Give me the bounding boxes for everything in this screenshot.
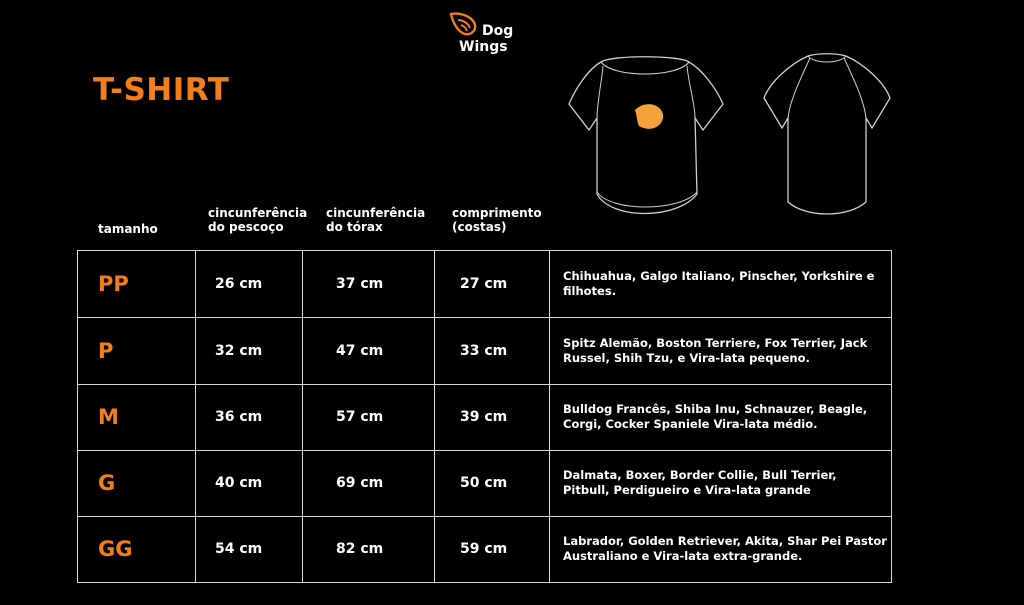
neck-value: 54 cm [215, 541, 263, 557]
chest-value: 47 cm [336, 343, 384, 359]
breeds-text: Chihuahua, Galgo Italiano, Pinscher, Yorkshire e filhotes. [563, 269, 875, 298]
size-table [77, 250, 892, 583]
length-value: 39 cm [460, 409, 508, 425]
brand-name-line2: Wings [459, 39, 508, 55]
chest-value: 57 cm [336, 409, 384, 425]
shirt-back-icon [762, 52, 892, 217]
wing-icon [449, 11, 479, 37]
neck-value: 32 cm [215, 343, 263, 359]
size-label: GG [98, 537, 133, 561]
table-row [78, 450, 891, 517]
chest-value: 69 cm [336, 475, 384, 491]
chest-value: 82 cm [336, 541, 384, 557]
header-length: comprimento (costas) [452, 206, 542, 234]
length-value: 50 cm [460, 475, 508, 491]
neck-value: 26 cm [215, 276, 263, 292]
neck-value: 40 cm [215, 475, 263, 491]
length-value: 59 cm [460, 541, 508, 557]
table-row [78, 384, 891, 451]
size-label: G [98, 471, 116, 495]
header-neck: cincunferência do pescoço [208, 206, 308, 234]
length-value: 27 cm [460, 276, 508, 292]
neck-value: 36 cm [215, 409, 263, 425]
size-label: P [98, 339, 114, 363]
breeds-text: Labrador, Golden Retriever, Akita, Shar Pei Pastor Australiano e Vira-lata extra-grande. [563, 534, 887, 563]
breeds-text: Dalmata, Boxer, Border Collie, Bull Terrier, Pitbull, Perdigueiro e Vira-lata grande [563, 468, 837, 497]
size-label: M [98, 405, 119, 429]
length-value: 33 cm [460, 343, 508, 359]
shirt-front-icon [567, 52, 725, 217]
breeds-text: Spitz Alemão, Boston Terriere, Fox Terrier, Jack Russel, Shih Tzu, e Vira-lata pequeno. [563, 336, 868, 365]
page-title: T-SHIRT [93, 72, 230, 108]
header-size: tamanho [98, 222, 158, 236]
brand-logo [449, 10, 529, 56]
table-row [78, 516, 891, 583]
table-row [78, 318, 891, 385]
breeds-text: Bulldog Francês, Shiba Inu, Schnauzer, Beagle, Corgi, Cocker Spaniele Vira-lata médio. [563, 402, 868, 431]
chest-value: 37 cm [336, 276, 384, 292]
table-row [78, 251, 891, 318]
wing-patch-icon [635, 104, 663, 129]
size-label: PP [98, 272, 129, 296]
header-chest: cincunferência do tórax [326, 206, 426, 234]
brand-name-line1: Dog [482, 23, 514, 39]
